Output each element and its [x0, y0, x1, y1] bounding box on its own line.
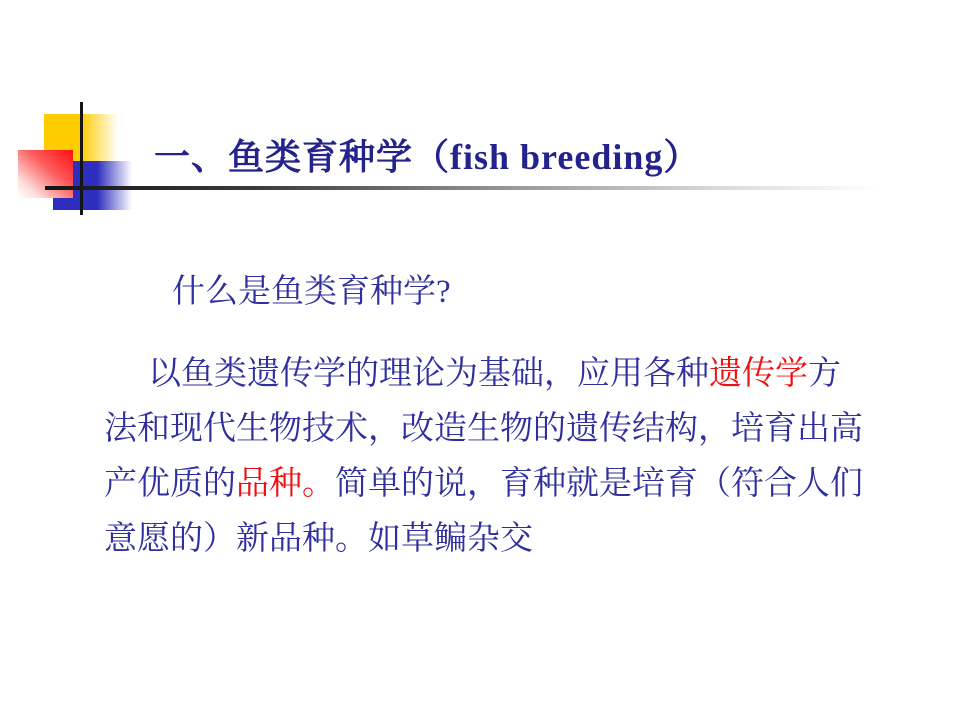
body-text: 产优质的 — [104, 466, 236, 502]
body-text: 意愿的）新品种。如草鳊杂交 — [104, 521, 533, 557]
slide-title: 一、鱼类育种学（fish breeding） — [154, 137, 701, 177]
title-underline-rule — [45, 186, 903, 190]
vertical-line — [80, 102, 83, 215]
paragraph-line — [104, 402, 874, 457]
body-text: 以鱼类遗传学的理论为基础，应用各种 — [148, 356, 709, 392]
highlighted-text: 遗传学 — [709, 356, 808, 392]
paragraph-line — [104, 347, 874, 402]
paragraph-line — [104, 457, 874, 512]
question-line: 什么是鱼类育种学? — [172, 274, 451, 310]
body-text: 简单的说，育种就是培育（符合人们 — [335, 466, 863, 502]
highlighted-text: 品种。 — [236, 466, 335, 502]
paragraph-line — [104, 512, 874, 567]
red-square — [18, 150, 73, 198]
body-text: 方 — [808, 356, 841, 392]
body-text: 法和现代生物技术，改造生物的遗传结构，培育出高 — [104, 411, 863, 447]
body-paragraph — [104, 347, 874, 567]
